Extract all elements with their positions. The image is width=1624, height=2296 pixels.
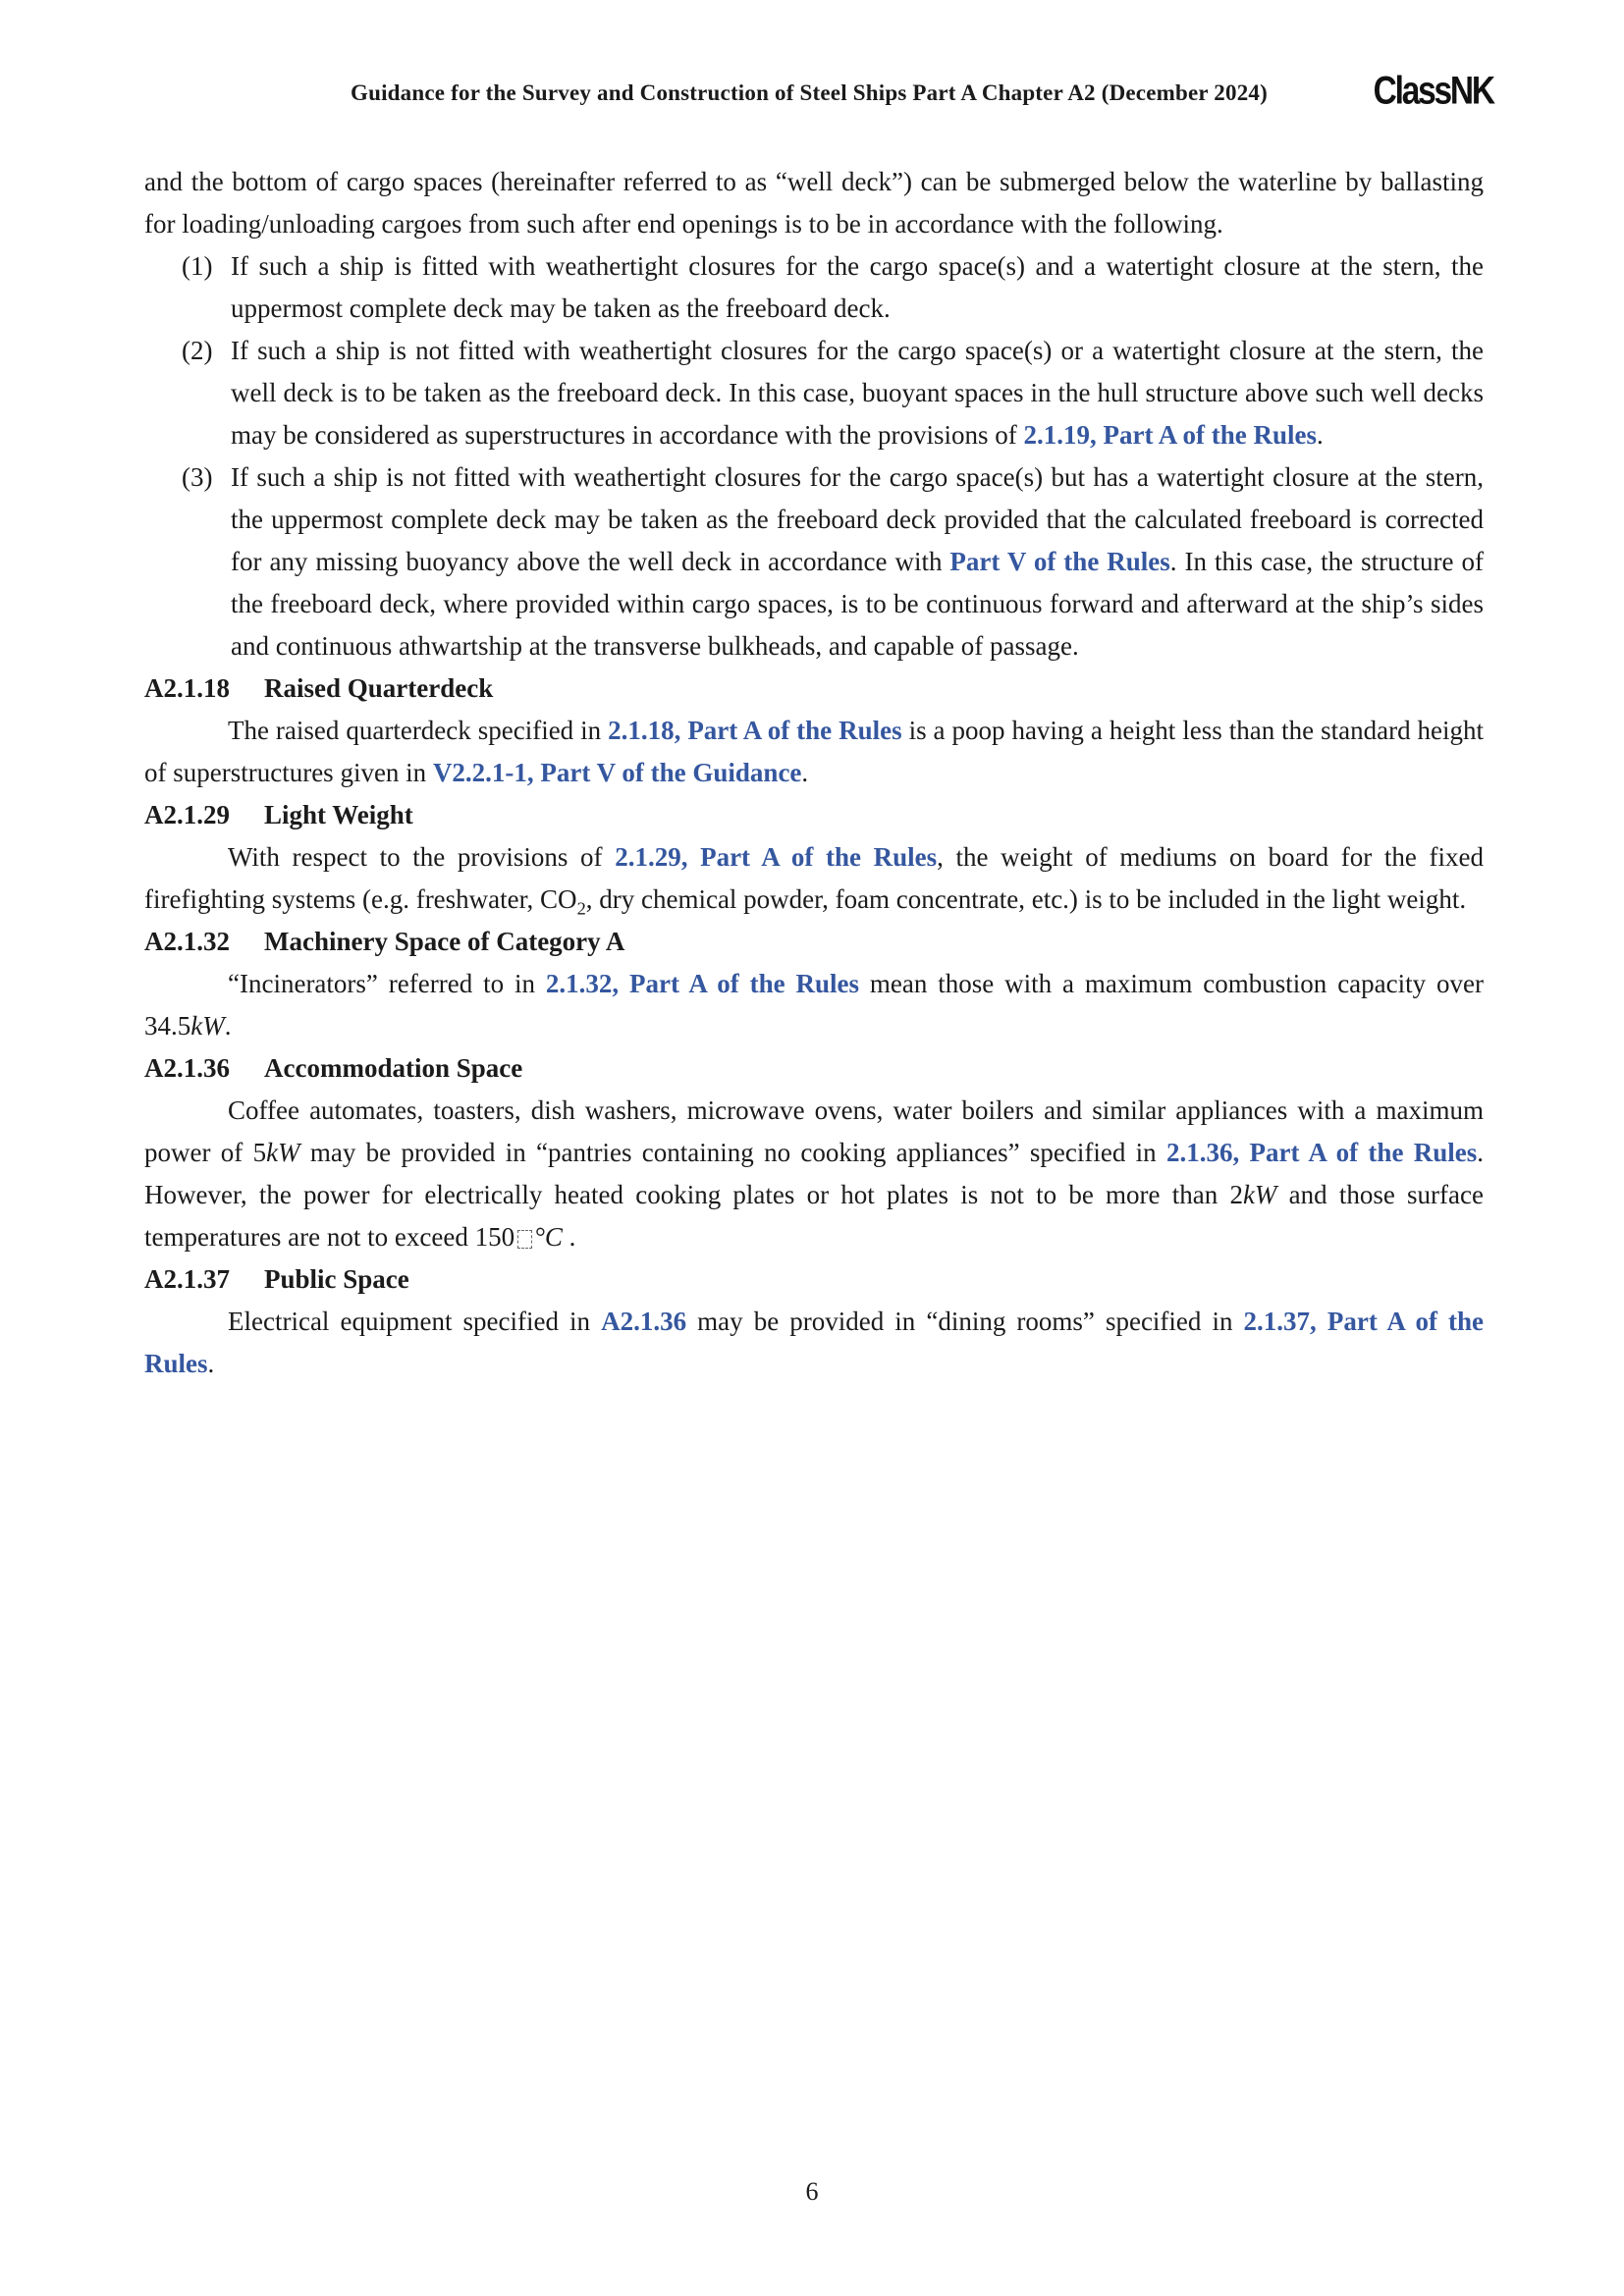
section-heading — [144, 667, 1484, 710]
heading-number: A2.1.18 — [144, 673, 230, 703]
degree-celsius — [514, 1222, 563, 1252]
body-text: . However, the power for electrically heated cooking plates or hot plates is not to be more than 2 — [144, 1138, 1484, 1209]
list-marker: (1) — [182, 251, 213, 281]
list-item — [144, 245, 1484, 330]
body-text: Coffee automates, toasters, dish washers, microwave ovens, water boilers and similar appliances with a maximum power of 5 — [144, 1095, 1484, 1167]
heading-title: Accommodation Space — [264, 1053, 523, 1083]
body-text: and the bottom of cargo spaces (hereinafter referred to as “well deck”) can be submerged below the waterline by ballasting for loading/unloading cargoes from such after end openings is to be in accordance with the following. — [144, 167, 1484, 239]
rule-reference-link[interactable]: A2.1.36 — [601, 1307, 687, 1336]
body-text: and those surface temperatures are not to exceed 150 — [144, 1180, 1484, 1252]
body-text: may be provided in “pantries containing no cooking appliances” specified in — [299, 1138, 1166, 1167]
body-text: . — [801, 758, 809, 787]
paragraph — [144, 963, 1484, 1047]
heading-number: A2.1.29 — [144, 800, 230, 829]
body-text: may be provided in “dining rooms” specified in — [686, 1307, 1244, 1336]
rule-reference-link[interactable]: 2.1.37, Part A of the Rules — [144, 1307, 1484, 1378]
body-text: . — [224, 1011, 232, 1041]
list-marker: (2) — [182, 336, 213, 365]
heading-number: A2.1.32 — [144, 927, 230, 956]
unit-text: kW — [190, 1011, 225, 1041]
body-text: . — [562, 1222, 576, 1252]
page-footer — [0, 2177, 1624, 2207]
unit-text: kW — [266, 1138, 300, 1167]
header-title: Guidance for the Survey and Construction of Steel Ships Part A Chapter A2 (December 2024) — [351, 80, 1268, 105]
body-text: mean those with a maximum combustion capacity over 34.5 — [144, 969, 1484, 1041]
rule-reference-link[interactable]: 2.1.32, Part A of the Rules — [545, 969, 860, 998]
section-heading — [144, 1258, 1484, 1301]
unit-text: kW — [1242, 1180, 1277, 1209]
body-text: . — [207, 1349, 215, 1378]
list-item — [144, 330, 1484, 456]
body-text: “Incinerators” referred to in — [228, 969, 546, 998]
page-header — [144, 69, 1493, 118]
page-number: 6 — [805, 2177, 819, 2206]
list-marker: (3) — [182, 462, 213, 492]
missing-glyph-box — [517, 1230, 532, 1249]
classnk-logo: ClassNK — [1373, 69, 1493, 114]
rule-reference-link[interactable]: V2.2.1-1, Part V of the Guidance — [432, 758, 802, 787]
section-heading — [144, 794, 1484, 836]
paragraph — [144, 710, 1484, 794]
heading-number: A2.1.36 — [144, 1053, 230, 1083]
paragraph — [144, 1090, 1484, 1258]
body-text: Electrical equipment specified in — [228, 1307, 602, 1336]
body-text: If such a ship is not fitted with weathertight closures for the cargo space(s) but has a watertight closure at the stern, the uppermost complete deck may be taken as the freeboard deck provided that the calculated freeboard is corrected for any missing buoyancy above the well deck in accordance with — [231, 462, 1484, 576]
paragraph — [144, 1301, 1484, 1385]
subscript-text: 2 — [576, 898, 586, 919]
rule-reference-link[interactable]: 2.1.29, Part A of the Rules — [615, 842, 938, 872]
body-text: . — [1316, 420, 1324, 450]
body-text: With respect to the provisions of — [228, 842, 616, 872]
body-text: If such a ship is not fitted with weathertight closures for the cargo space(s) or a watertight closure at the stern, the well deck is to be taken as the freeboard deck. In this case, buoyant spaces in the hull structure above such well decks may be considered as superstructures in accordance with the provisions of — [231, 336, 1484, 450]
rule-reference-link[interactable]: Part V of the Rules — [949, 547, 1170, 576]
paragraph — [144, 161, 1484, 245]
section-heading — [144, 1047, 1484, 1090]
body-text: . In this case, the structure of the freeboard deck, where provided within cargo spaces, is to be continuous forward and afterward at the ship’s sides and continuous athwartship at the transverse bulkheads, and capable of passage. — [231, 547, 1484, 661]
degree-celsius-text: °C — [534, 1222, 563, 1252]
body-text: , the weight of mediums on board for the fixed firefighting systems (e.g. freshwater, CO — [144, 842, 1484, 914]
list-item — [144, 456, 1484, 667]
heading-title: Machinery Space of Category A — [264, 927, 625, 956]
heading-title: Public Space — [264, 1264, 409, 1294]
heading-title: Light Weight — [264, 800, 413, 829]
paragraph — [144, 836, 1484, 921]
body-text: , dry chemical powder, foam concentrate, etc.) is to be included in the light weight. — [585, 884, 1467, 914]
body-text: If such a ship is fitted with weathertight closures for the cargo space(s) and a watertight closure at the stern, the uppermost complete deck may be taken as the freeboard deck. — [231, 251, 1484, 323]
rule-reference-link[interactable]: 2.1.19, Part A of the Rules — [1023, 420, 1317, 450]
rule-reference-link[interactable]: 2.1.36, Part A of the Rules — [1165, 1138, 1478, 1167]
body-text: is a poop having a height less than the standard height of superstructures given in — [144, 716, 1485, 787]
body-text: The raised quarterdeck specified in — [228, 716, 609, 745]
section-heading — [144, 921, 1484, 963]
heading-title: Raised Quarterdeck — [264, 673, 494, 703]
heading-number: A2.1.37 — [144, 1264, 230, 1294]
document-body — [144, 161, 1484, 1385]
rule-reference-link[interactable]: 2.1.18, Part A of the Rules — [608, 716, 902, 745]
